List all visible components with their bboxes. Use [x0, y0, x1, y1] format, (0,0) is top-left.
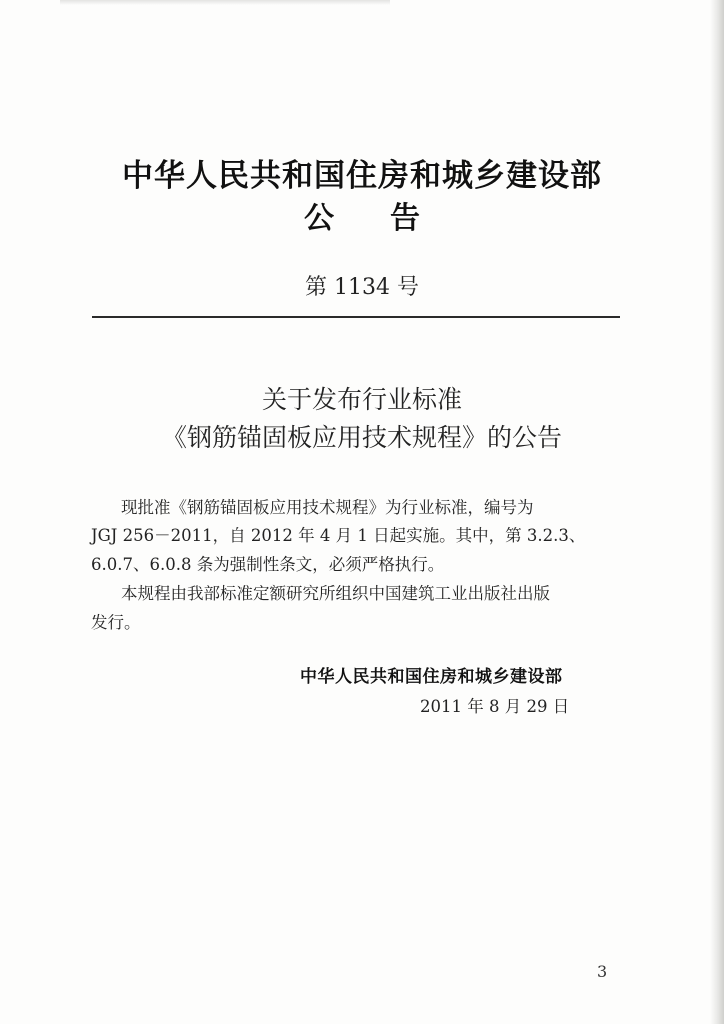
scan-artifact: [60, 0, 390, 5]
body-line: 发行。: [91, 613, 141, 632]
headline-line-1: 关于发布行业标准: [261, 385, 462, 414]
body-line: 现批准《钢筋锚固板应用技术规程》为行业标准，编号为: [121, 498, 534, 517]
notice-number: 第 1134 号: [305, 275, 419, 300]
header-divider: [92, 316, 620, 318]
notice-title: 公告: [304, 201, 476, 236]
body-line: 6.0.7、6.0.8 条为强制性条文，必须严格执行。: [91, 555, 445, 574]
body-line: 本规程由我部标准定额研究所组织中国建筑工业出版社出版: [121, 584, 550, 603]
issue-date: 2011 年 8 月 29 日: [420, 697, 570, 716]
page-number: 3: [597, 962, 608, 981]
ministry-title: 中华人民共和国住房和城乡建设部: [122, 158, 602, 194]
body-line: JGJ 256－2011，自 2012 年 4 月 1 日起实施。其中，第 3.2.3、: [91, 526, 586, 545]
headline-line-2: 《钢筋锚固板应用技术规程》的公告: [161, 423, 562, 452]
issuer-signature: 中华人民共和国住房和城乡建设部: [300, 667, 563, 687]
